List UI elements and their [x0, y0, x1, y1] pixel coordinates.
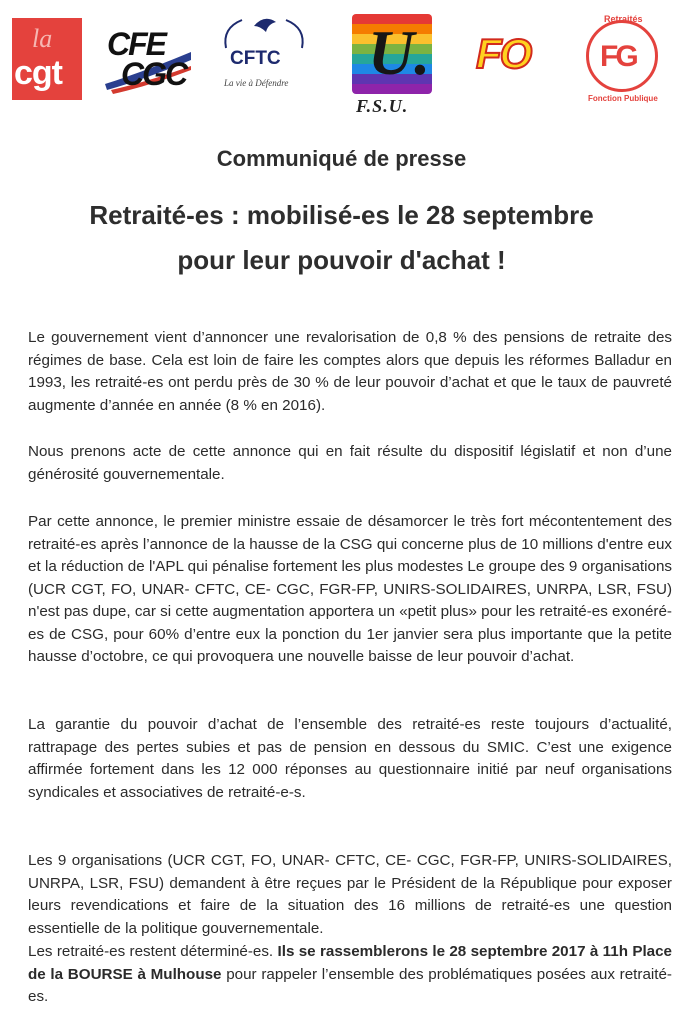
paragraph-garantie: La garantie du pouvoir d’achat de l’ensemble des retraité-es reste toujours d’actualité, rattrapage des pertes subies et pas de pension en dessous du SMIC. C’est une exigence affirmée fortement dans les 12 000 réponses au questionnaire initié par neuf organisations syndicales et associatives de retraité-e-s.: [28, 716, 672, 801]
headline-line-1: Retraité-es : mobilisé-es le 28 septembre: [89, 200, 594, 230]
press-release-title: Communiqué de presse: [216, 146, 467, 171]
dove-icon: [218, 12, 310, 52]
fgr-logo-bottom: Fonction Publique: [588, 94, 658, 103]
cgt-logo-text: cgt: [14, 54, 62, 92]
fsu-logo-label: F.S.U.: [356, 96, 409, 116]
logo-banner: [0, 0, 683, 125]
cfe-cgc-line1: CFE: [107, 26, 165, 62]
paragraph-rassemblement: [28, 941, 672, 1009]
paragraph-csg: Par cette annonce, le premier ministre essaie de désamorcer le très fort mécontentement des retraité-es après l’annonce de la hausse de la CSG qui concerne plus de 10 millions d'entre eux et la réduction de l'APL qui pénalise fortement les plus modestes Le groupe des 9 organisations (UCR CGT, FO, UNAR- CFTC, CE- CGC, FGR-FP, UNIRS-SOLIDAIRES, UNRPA, LSR, FSU) n'est pas dupe, car si cette augmentation apportera un «petit plus» pour les retraité-es exonéré-es de CSG, pour 60% d’entre eux la ponction du 1er janvier sera plus importante que la petite hausse d’octobre, ce qui provoquera une nouvelle baisse de leur pouvoir d’achat.: [28, 513, 672, 665]
fsu-logo-letter: U.: [368, 17, 431, 88]
cfe-cgc-logo: [103, 12, 193, 94]
cgt-logo: [12, 18, 82, 100]
headline-line-2: pour leur pouvoir d'achat !: [177, 245, 506, 275]
fgr-logo-top: Retraités: [604, 14, 643, 24]
fo-logo: [476, 30, 558, 77]
cfe-cgc-line2: CGC: [121, 56, 187, 92]
paragraph-prise-acte: Nous prenons acte de cette annonce qui en fait résulte du dispositif législatif et non d’une générosité gouvernementale.: [28, 443, 672, 483]
cftc-logo: [218, 12, 310, 96]
paragraph-organisations: Les 9 organisations (UCR CGT, FO, UNAR- CFTC, CE- CGC, FGR-FP, UNIRS-SOLIDAIRES, UNRPA, LSR, FSU) demandent à être reçues par le Président de la République pour exposer leurs revendications et faire de la situation des 16 millions de retraité-es une question essentielle de la politique gouvernementale.: [28, 852, 672, 937]
fsu-logo: [352, 14, 434, 120]
cgt-logo-la: la: [32, 24, 53, 53]
rassemblement-details: Ils se rassemblerons le 28 septembre 2017 à 11h Place de la BOURSE à Mulhouse: [28, 943, 673, 983]
rassemblement-intro: Les retraité-es restent déterminé-es.: [28, 943, 278, 960]
rassemblement-end: pour rappeler l’ensemble des problématiques posées aux retraité-es.: [28, 965, 672, 1005]
fgr-fp-logo: [580, 14, 668, 104]
cftc-tagline: La vie à Défendre: [224, 78, 289, 88]
cftc-logo-text: CFTC: [230, 48, 281, 69]
fgr-logo-letters: FG: [600, 40, 636, 73]
paragraph-revalorisation: Le gouvernement vient d’annoncer une revalorisation de 0,8 % des pensions de retraite des régimes de base. Cela est loin de faire les comptes alors que depuis les réformes Balladur en 1993, les retraité-es ont perdu près de 30 % de leur pouvoir d’achat et que le taux de pauvreté augmente d’année en année (8 % en 2016).: [28, 329, 672, 414]
fo-logo-text: FO: [476, 30, 531, 77]
